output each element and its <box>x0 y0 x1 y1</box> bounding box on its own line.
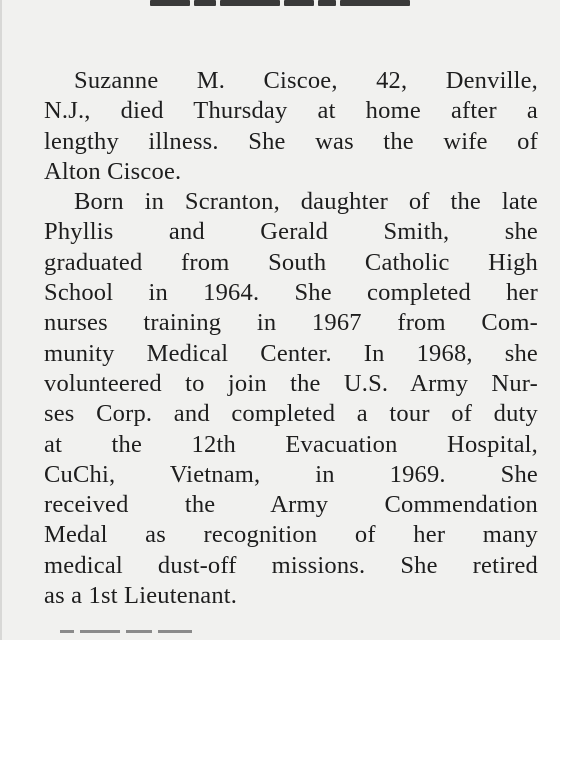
obituary-line: munity Medical Center. In 1968, she <box>44 339 538 367</box>
cut-off-next-line <box>60 630 360 640</box>
obituary-line: Phyllis and Gerald Smith, she <box>44 218 538 246</box>
obituary-line: Suzanne M. Ciscoe, 42, Denville, <box>74 67 538 94</box>
obituary-line: nurses training in 1967 from Com- <box>44 309 538 337</box>
cut-off-headline <box>150 0 440 8</box>
obituary-line: N.J., died Thursday at home after a <box>44 97 538 125</box>
obituary-line: at the 12th Evacuation Hospital, <box>44 430 538 458</box>
obituary-line: received the Army Commendation <box>44 491 538 519</box>
obituary-text <box>44 66 538 611</box>
obituary-line: School in 1964. She completed her <box>44 279 538 307</box>
obituary-line: volunteered to join the U.S. Army Nur- <box>44 369 538 397</box>
obituary-line: Medal as recognition of her many <box>44 521 538 549</box>
obituary-line: as a 1st Lieutenant. <box>44 582 238 610</box>
obituary-line: CuChi, Vietnam, in 1969. She <box>44 460 538 488</box>
obituary-line: Alton Ciscoe. <box>44 157 182 185</box>
obituary-line: medical dust-off missions. She retired <box>44 551 538 579</box>
obituary-line: lengthy illness. She was the wife of <box>44 127 538 155</box>
obituary-line: ses Corp. and completed a tour of duty <box>44 400 538 428</box>
obituary-line: graduated from South Catholic High <box>44 248 538 276</box>
obituary-line: Born in Scranton, daughter of the late <box>74 188 538 216</box>
clipping-edge <box>0 0 2 640</box>
